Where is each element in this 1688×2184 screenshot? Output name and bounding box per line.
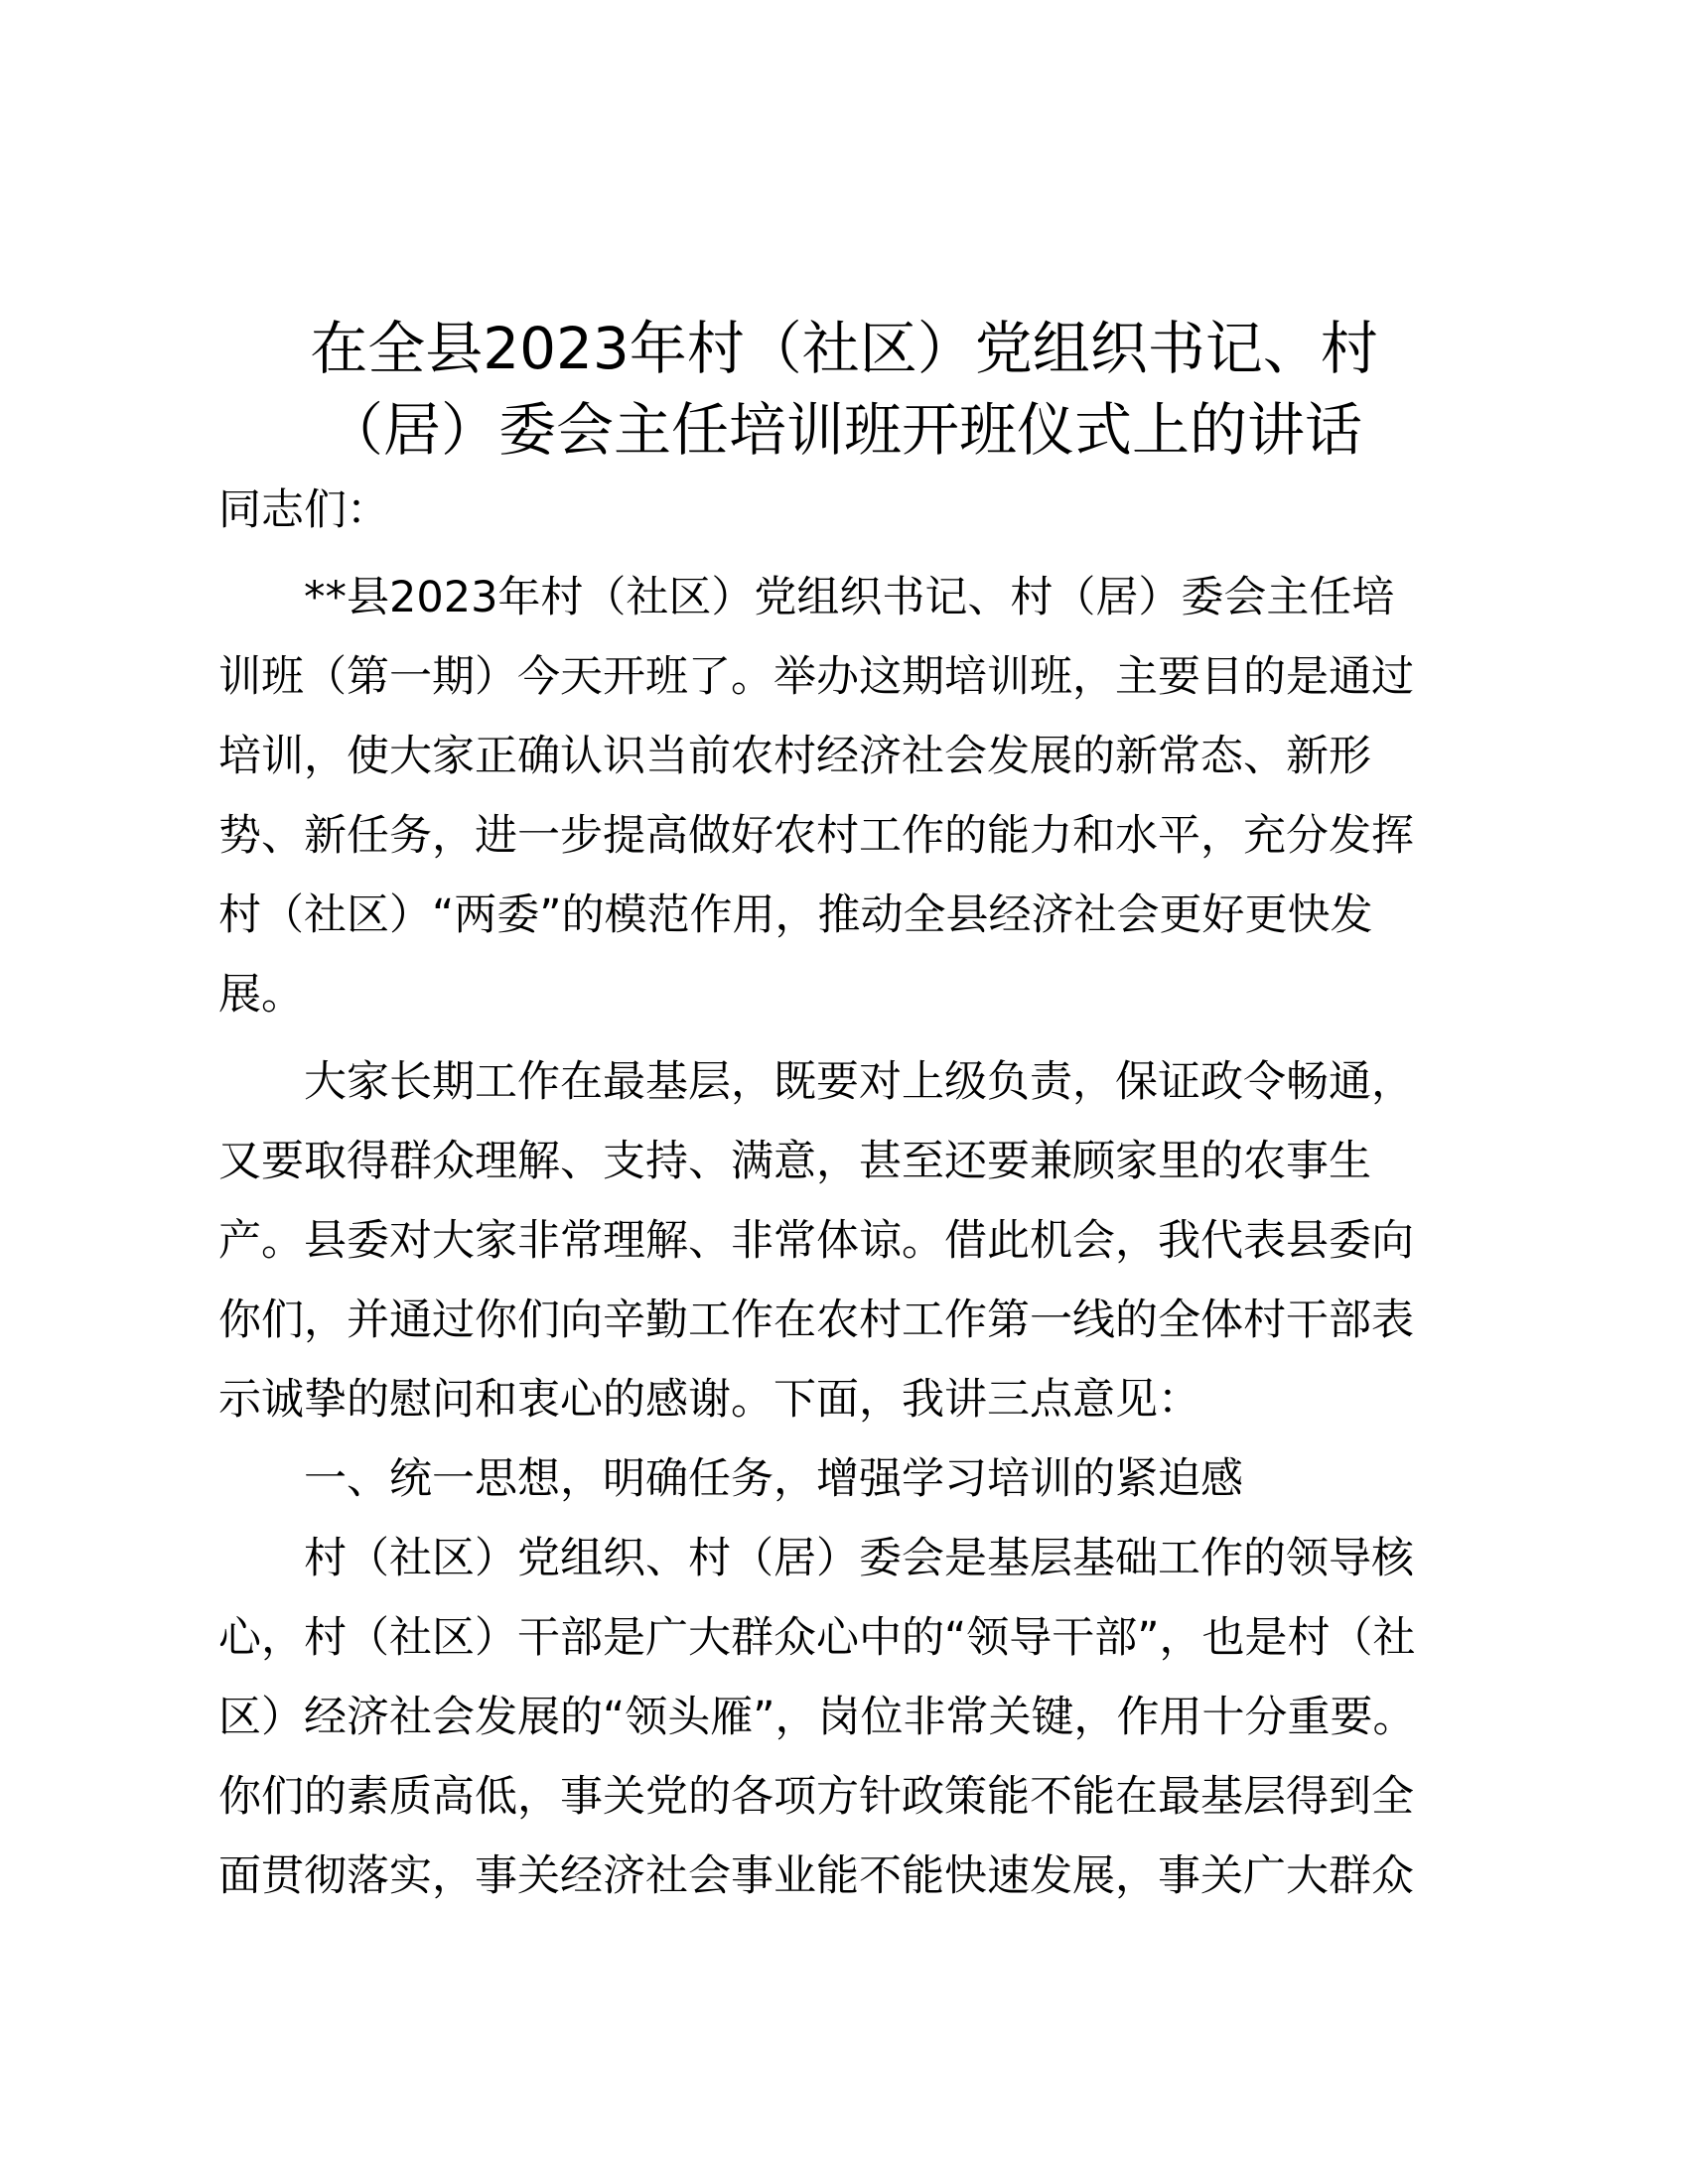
text-line: 又要取得群众理解、支持、满意，甚至还要兼顾家里的农事生 [218, 1137, 1371, 1186]
paragraph-gap [218, 1034, 1470, 1042]
paragraph-appreciation [218, 1042, 1470, 1439]
text-line: 村（社区）党组织、村（居）委会是基层基础工作的领导核 [218, 1534, 1414, 1583]
text-line: 心，村（社区）干部是广大群众心中的“领导干部”，也是村（社 [218, 1613, 1416, 1663]
text-line: 势、新任务，进一步提高做好农村工作的能力和水平，充分发挥 [218, 811, 1414, 861]
text-line: 展。 [218, 970, 304, 1020]
paragraph-section-one-body [218, 1519, 1470, 1916]
paragraph-intro [218, 558, 1470, 1034]
document-content [218, 308, 1470, 1916]
text-line: 大家长期工作在最基层，既要对上级负责，保证政令畅通， [218, 1057, 1414, 1107]
text-line: 示诚挚的慰问和衷心的感谢。下面，我讲三点意见： [218, 1375, 1200, 1425]
text-line: 你们的素质高低，事关党的各项方针政策能不能在最基层得到全 [218, 1772, 1414, 1822]
text-line: 面贯彻落实，事关经济社会事业能不能快速发展，事关广大群众 [218, 1851, 1414, 1901]
text-line: 产。县委对大家非常理解、非常体谅。借此机会，我代表县委向 [218, 1216, 1414, 1266]
document-title [218, 308, 1470, 471]
text-line: 一、统一思想，明确任务，增强学习培训的紧迫感 [218, 1454, 1243, 1504]
text-line: 训班（第一期）今天开班了。举办这期培训班，主要目的是通过 [218, 652, 1414, 702]
text-line: 区）经济社会发展的“领头雁”，岗位非常关键，作用十分重要。 [218, 1693, 1416, 1742]
text-line: 村（社区）“两委”的模范作用，推动全县经济社会更好更快发 [218, 890, 1373, 940]
title-line: （居）委会主任培训班开班仪式上的讲话 [325, 396, 1362, 464]
section-heading-one [218, 1439, 1470, 1519]
paragraph-gap [218, 550, 1470, 558]
text-line: 培训，使大家正确认识当前农村经济社会发展的新常态、新形 [218, 732, 1371, 781]
salutation: 同志们： [218, 485, 389, 535]
text-line: **县2023年村（社区）党组织书记、村（居）委会主任培 [218, 573, 1395, 622]
title-line: 在全县2023年村（社区）党组织书记、村 [310, 315, 1378, 382]
text-line: 你们，并通过你们向辛勤工作在农村工作第一线的全体村干部表 [218, 1296, 1414, 1345]
